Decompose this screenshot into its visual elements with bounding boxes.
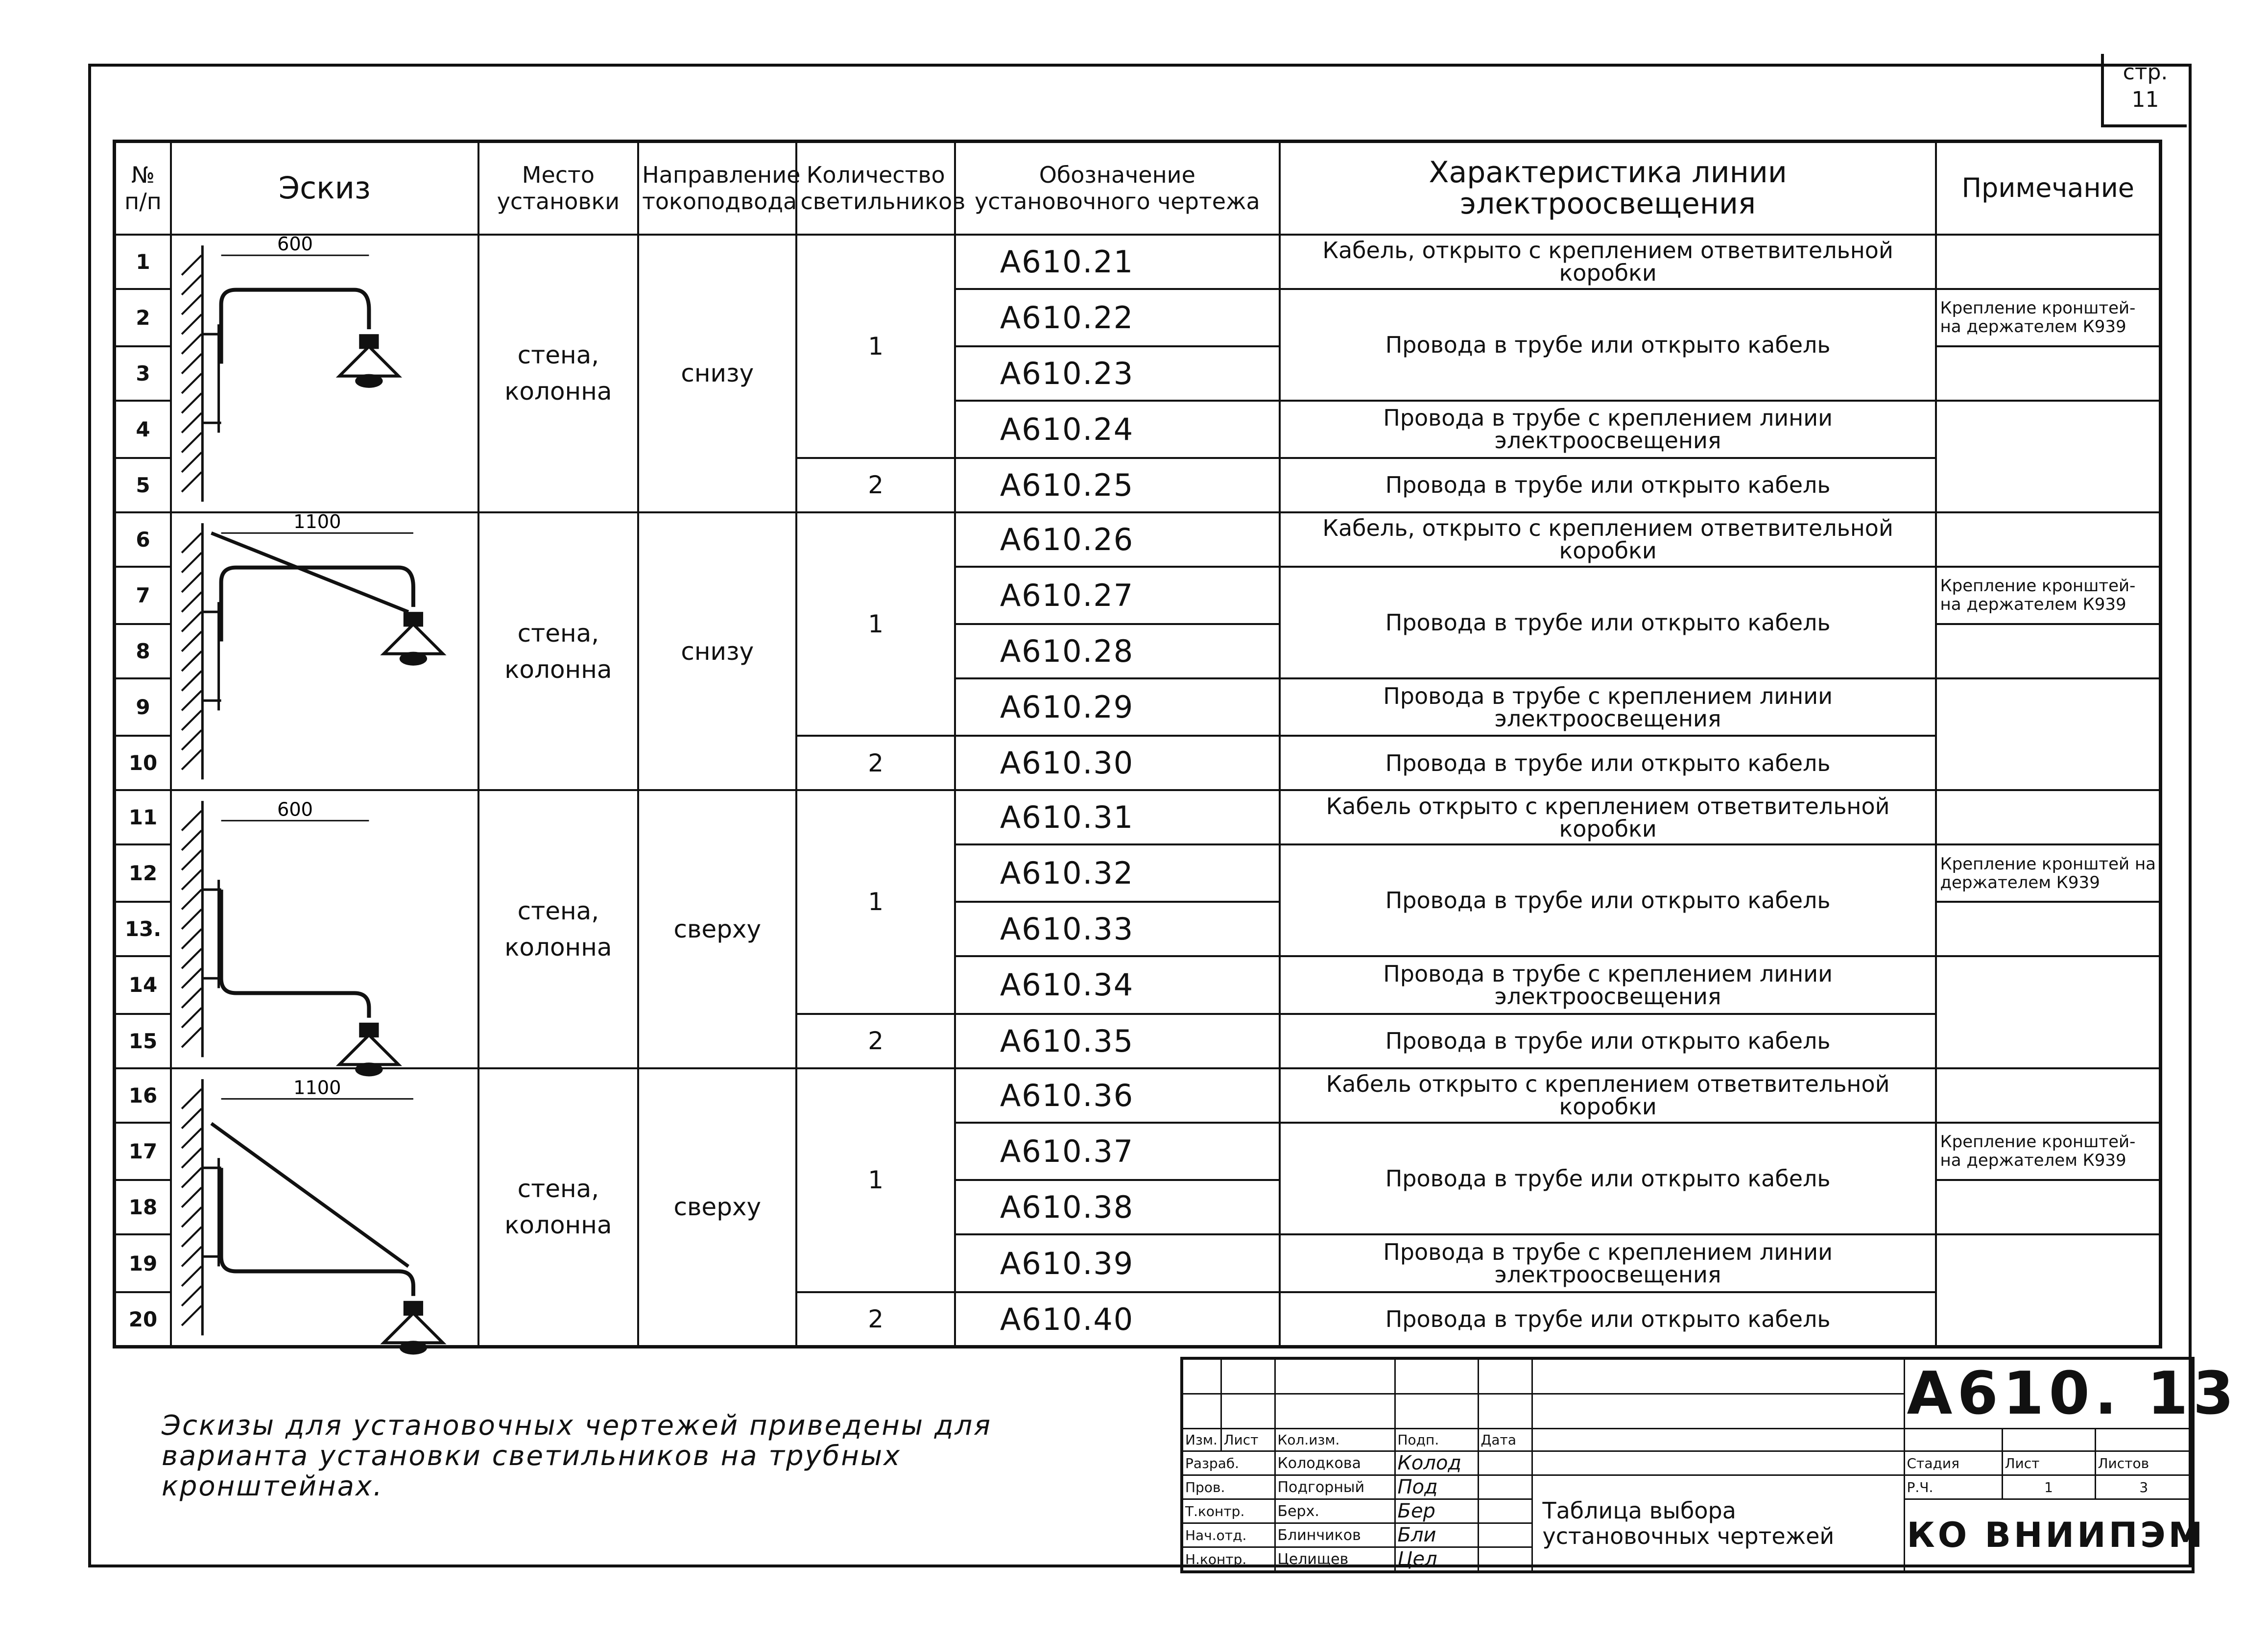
row-number: 3 [115,346,171,401]
direction-cell: снизу [638,235,796,512]
organization: КО ВНИИПЭМ [1904,1499,2193,1572]
role-0: Разраб. [1182,1451,1275,1475]
note-cell [1936,401,2160,512]
characteristic-cell: Провода в трубе или открыто кабель [1280,458,1936,512]
row-number: 13. [115,902,171,956]
stage-value: Р.Ч. [1904,1475,2002,1499]
characteristic-cell: Провода в трубе или открыто кабель [1280,844,1936,956]
stage-label: Стадия [1904,1451,2002,1475]
header-characteristic: Характеристика линии электроосвещения [1280,142,1936,235]
direction-cell: сверху [638,1068,796,1347]
name-1: Подгорный [1275,1475,1395,1499]
note-cell [1936,1068,2160,1123]
characteristic-cell: Кабель открыто с креплением ответвительной коробки [1280,1068,1936,1123]
note-cell [1936,1234,2160,1347]
name-4: Целищев [1275,1547,1395,1572]
note-cell [1936,956,2160,1068]
quantity-cell: 1 [796,512,955,736]
characteristic-cell: Провода в трубе или открыто кабель [1280,289,1936,401]
row-number: 16 [115,1068,171,1123]
characteristic-cell: Кабель открыто с креплением ответвительной коробки [1280,790,1936,844]
col-izm: Изм. [1182,1429,1221,1451]
bracket-sketch [172,513,477,789]
col-kol: Кол.изм. [1275,1429,1395,1451]
note-cell: Крепление кронштей-на держателем К939 [1936,567,2160,624]
designation-cell: А610.24 [955,401,1280,458]
quantity-cell: 2 [796,1292,955,1347]
designation-cell: А610.32 [955,844,1280,902]
characteristic-cell: Провода в трубе с креплением линии электроосвещения [1280,956,1936,1013]
page-number-box [2101,54,2187,127]
header-num: № п/п [115,142,171,235]
sketch-dimension: 600 [277,233,313,255]
row-number: 4 [115,401,171,458]
sketch-dimension: 1100 [293,1077,341,1099]
characteristic-cell: Кабель, открыто с креплением ответвительной коробки [1280,235,1936,289]
bracket-sketch [172,233,477,511]
quantity-cell: 1 [796,790,955,1013]
designation-cell: А610.21 [955,235,1280,289]
row-number: 11 [115,790,171,844]
col-list: Лист [1221,1429,1275,1451]
col-podp: Подп. [1395,1429,1478,1451]
table-row [115,790,2161,844]
row-number: 6 [115,512,171,567]
quantity-cell: 2 [796,736,955,790]
sheets-value: 3 [2095,1475,2193,1499]
sheet-value: 1 [2002,1475,2095,1499]
table-row [115,235,2161,289]
header-place: Место установки [478,142,638,235]
header-quantity: Количество светильников [796,142,955,235]
sketch-cell [171,1068,478,1347]
header-direction: Направление токоподвода [638,142,796,235]
sketch-cell [171,235,478,512]
signature-1: Под [1395,1475,1478,1499]
designation-cell: А610.36 [955,1068,1280,1123]
designation-cell: А610.37 [955,1123,1280,1180]
col-data: Дата [1478,1429,1532,1451]
direction-cell: снизу [638,512,796,790]
designation-cell: А610.38 [955,1180,1280,1234]
designation-cell: А610.29 [955,678,1280,736]
role-1: Пров. [1182,1475,1275,1499]
designation-cell: А610.33 [955,902,1280,956]
place-cell: стена, колонна [478,512,638,790]
designation-cell: А610.39 [955,1234,1280,1292]
direction-cell: сверху [638,790,796,1068]
designation-cell: А610.31 [955,790,1280,844]
row-number: 10 [115,736,171,790]
sketch-dimension: 600 [277,799,313,821]
place-cell: стена, колонна [478,235,638,512]
row-number: 2 [115,289,171,346]
name-0: Колодкова [1275,1451,1395,1475]
signature-0: Колод [1395,1451,1478,1475]
row-number: 9 [115,678,171,736]
characteristic-cell: Провода в трубе с креплением линии электроосвещения [1280,678,1936,736]
quantity-cell: 1 [796,235,955,458]
name-2: Берх. [1275,1499,1395,1523]
row-number: 1 [115,235,171,289]
characteristic-cell: Провода в трубе или открыто кабель [1280,736,1936,790]
note-cell [1936,902,2160,956]
row-number: 12 [115,844,171,902]
page-label: стр. [2123,60,2168,85]
note-cell [1936,1180,2160,1234]
quantity-cell: 2 [796,1014,955,1068]
note-cell [1936,346,2160,401]
page-number: 11 [2131,87,2159,112]
row-number: 19 [115,1234,171,1292]
note-cell [1936,235,2160,289]
row-number: 18 [115,1180,171,1234]
row-number: 5 [115,458,171,512]
sketch-dimension: 1100 [293,511,341,533]
characteristic-cell: Провода в трубе или открыто кабель [1280,567,1936,678]
designation-cell: А610.22 [955,289,1280,346]
designation-cell: А610.25 [955,458,1280,512]
table-row [115,512,2161,567]
designation-cell: А610.28 [955,624,1280,678]
note-cell [1936,790,2160,844]
place-cell: стена, колонна [478,1068,638,1347]
characteristic-cell: Провода в трубе или открыто кабель [1280,1292,1936,1347]
document-number: А610. 13 [1904,1358,2193,1429]
designation-cell: А610.35 [955,1014,1280,1068]
bracket-sketch [172,791,477,1067]
drawing-title: Таблица выбора установочных чертежей [1532,1475,1904,1572]
role-2: Т.контр. [1182,1499,1275,1523]
quantity-cell: 1 [796,1068,955,1293]
row-number: 7 [115,567,171,624]
note-cell [1936,512,2160,567]
role-3: Нач.отд. [1182,1523,1275,1547]
row-number: 20 [115,1292,171,1347]
sheets-label: Листов [2095,1451,2193,1475]
row-number: 15 [115,1014,171,1068]
designation-cell: А610.27 [955,567,1280,624]
designation-cell: А610.26 [955,512,1280,567]
note-cell: Крепление кронштей-на держателем К939 [1936,289,2160,346]
sketch-cell [171,790,478,1068]
note-cell: Крепление кронштей на держателем К939 [1936,844,2160,902]
place-cell: стена, колонна [478,790,638,1068]
characteristic-cell: Кабель, открыто с креплением ответвительной коробки [1280,512,1936,567]
characteristic-cell: Провода в трубе или открыто кабель [1280,1014,1936,1068]
name-3: Блинчиков [1275,1523,1395,1547]
title-block [1180,1357,2239,1573]
characteristic-cell: Провода в трубе или открыто кабель [1280,1123,1936,1235]
sheet-label: Лист [2002,1451,2095,1475]
header-note: Примечание [1936,142,2160,235]
sketch-cell [171,512,478,790]
designation-cell: А610.30 [955,736,1280,790]
row-number: 14 [115,956,171,1013]
note-cell [1936,624,2160,678]
note-cell: Крепление кронштей-на держателем К939 [1936,1123,2160,1180]
footnote: Эскизы для установочных чертежей приведены для варианта установки светильников на трубных кронштейнах. [162,1410,992,1502]
characteristic-cell: Провода в трубе с креплением линии электроосвещения [1280,401,1936,458]
header-sketch: Эскиз [171,142,478,235]
note-cell [1936,678,2160,790]
bracket-sketch [172,1069,477,1345]
table-row [115,1068,2161,1123]
signature-3: Бли [1395,1523,1478,1547]
characteristic-cell: Провода в трубе с креплением линии электроосвещения [1280,1234,1936,1292]
signature-4: Цел [1395,1547,1478,1572]
designation-cell: А610.23 [955,346,1280,401]
row-number: 8 [115,624,171,678]
designation-cell: А610.40 [955,1292,1280,1347]
signature-2: Бер [1395,1499,1478,1523]
row-number: 17 [115,1123,171,1180]
header-designation: Обозначение установочного чертежа [955,142,1280,235]
role-4: Н.контр. [1182,1547,1275,1572]
quantity-cell: 2 [796,458,955,512]
selection-table [113,140,2162,1348]
designation-cell: А610.34 [955,956,1280,1013]
